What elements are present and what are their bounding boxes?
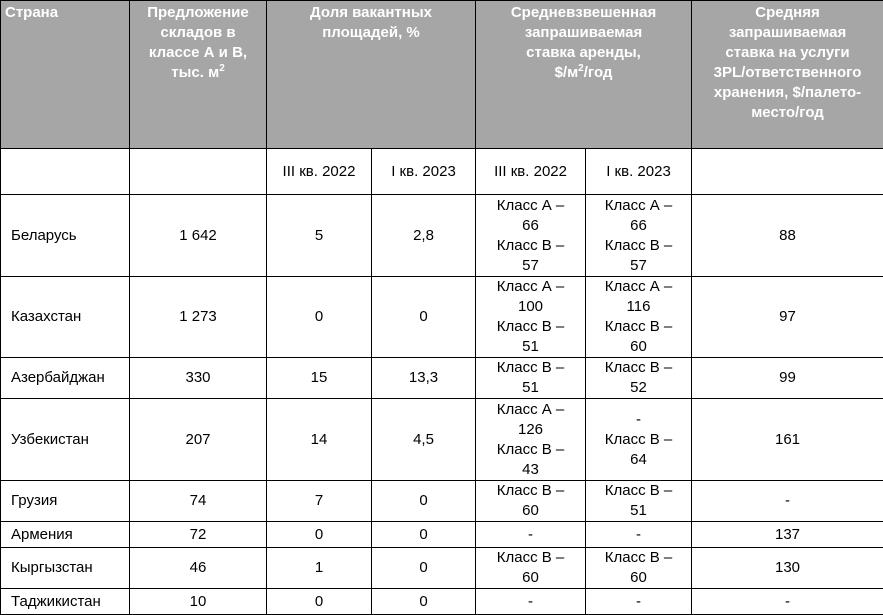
table-row xyxy=(1,481,883,522)
rent-line: 60 xyxy=(480,568,581,588)
rent-line: Класс А – xyxy=(480,196,581,216)
rent-line: Класс В – xyxy=(480,236,581,256)
cell-supply: 46 xyxy=(130,548,267,589)
cell-services: - xyxy=(692,481,883,522)
cell-services: 88 xyxy=(692,195,883,277)
cell-services: - xyxy=(692,589,883,615)
subheader-vacancy-q3-2022: III кв. 2022 xyxy=(267,149,372,195)
rent-line: 52 xyxy=(590,378,687,398)
cell-rent-q3-2022 xyxy=(476,195,586,277)
rent-line: Класс А – xyxy=(480,277,581,297)
cell-services: 137 xyxy=(692,522,883,548)
cell-supply: 72 xyxy=(130,522,267,548)
subheader-empty xyxy=(692,149,883,195)
rent-line: Класс В – xyxy=(480,358,581,378)
cell-country: Кыргызстан xyxy=(1,548,130,589)
rent-line: Класс В – xyxy=(590,481,687,501)
col-header-rent: Средневзвешенная запрашиваемая ставка аренды, $\$/м^2$/год xyxy=(476,1,692,149)
rent-line: - xyxy=(590,525,687,545)
rent-line: - xyxy=(480,525,581,545)
rent-line: 51 xyxy=(480,378,581,398)
cell-vacancy-q3-2022: 0 xyxy=(267,522,372,548)
col-header-services: Средняя запрашиваемая ставка на услуги 3PL/ответственного хранения, $/палето- место/год xyxy=(692,1,883,149)
cell-services: 130 xyxy=(692,548,883,589)
subheader-vacancy-q1-2023: I кв. 2023 xyxy=(372,149,476,195)
cell-vacancy-q3-2022: 7 xyxy=(267,481,372,522)
cell-vacancy-q3-2022: 1 xyxy=(267,548,372,589)
rent-line: 60 xyxy=(590,337,687,357)
rent-line: 60 xyxy=(480,501,581,521)
cell-vacancy-q3-2022: 0 xyxy=(267,589,372,615)
cell-rent-q3-2022 xyxy=(476,277,586,358)
col-header-vacancy: Доля вакантных площадей, % xyxy=(267,1,476,149)
cell-country: Таджикистан xyxy=(1,589,130,615)
rent-line: Класс В – xyxy=(590,430,687,450)
rent-line: 60 xyxy=(590,568,687,588)
table-row xyxy=(1,277,883,358)
subheader-rent-q1-2023: I кв. 2023 xyxy=(586,149,692,195)
rent-line: Класс А – xyxy=(480,400,581,420)
rent-line: - xyxy=(480,592,581,612)
rent-line: 116 xyxy=(590,297,687,317)
cell-rent-q1-2023 xyxy=(586,481,692,522)
table-row xyxy=(1,358,883,399)
header-row xyxy=(1,1,883,149)
rent-line: Класс В – xyxy=(590,317,687,337)
cell-vacancy-q1-2023: 0 xyxy=(372,481,476,522)
subheader-rent-q3-2022: III кв. 2022 xyxy=(476,149,586,195)
cell-vacancy-q3-2022: 14 xyxy=(267,399,372,481)
cell-rent-q3-2022 xyxy=(476,589,586,615)
cell-rent-q1-2023 xyxy=(586,589,692,615)
rent-line: Класс В – xyxy=(590,236,687,256)
table-row xyxy=(1,548,883,589)
subheader-row xyxy=(1,149,883,195)
table-row xyxy=(1,195,883,277)
cell-vacancy-q1-2023: 0 xyxy=(372,589,476,615)
cell-services: 97 xyxy=(692,277,883,358)
cell-rent-q3-2022 xyxy=(476,522,586,548)
cell-vacancy-q1-2023: 0 xyxy=(372,522,476,548)
col-header-country: Страна xyxy=(1,1,130,149)
rent-line: Класс В – xyxy=(590,358,687,378)
rent-line: Класс А – xyxy=(590,277,687,297)
rent-line: 43 xyxy=(480,460,581,480)
cell-services: 161 xyxy=(692,399,883,481)
cell-country: Казахстан xyxy=(1,277,130,358)
cell-vacancy-q1-2023: 0 xyxy=(372,277,476,358)
cell-supply: 207 xyxy=(130,399,267,481)
cell-country: Грузия xyxy=(1,481,130,522)
subheader-empty xyxy=(130,149,267,195)
cell-services: 99 xyxy=(692,358,883,399)
rent-line: Класс А – xyxy=(590,196,687,216)
cell-rent-q3-2022 xyxy=(476,481,586,522)
cell-country: Армения xyxy=(1,522,130,548)
cell-rent-q1-2023 xyxy=(586,399,692,481)
cell-rent-q3-2022 xyxy=(476,548,586,589)
cell-rent-q1-2023 xyxy=(586,277,692,358)
rent-line: 57 xyxy=(590,256,687,276)
cell-vacancy-q1-2023: 2,8 xyxy=(372,195,476,277)
rent-line: 66 xyxy=(590,216,687,236)
rent-line: Класс В – xyxy=(590,548,687,568)
cell-supply: 330 xyxy=(130,358,267,399)
cell-rent-q3-2022 xyxy=(476,358,586,399)
rent-line: Класс В – xyxy=(480,317,581,337)
col-header-supply: Предложение складов в классе А и В, тыс. $м^2$ xyxy=(130,1,267,149)
cell-rent-q3-2022 xyxy=(476,399,586,481)
cell-vacancy-q3-2022: 15 xyxy=(267,358,372,399)
cell-vacancy-q3-2022: 5 xyxy=(267,195,372,277)
cell-vacancy-q1-2023: 13,3 xyxy=(372,358,476,399)
cell-vacancy-q1-2023: 4,5 xyxy=(372,399,476,481)
rent-line: - xyxy=(590,410,687,430)
rent-line: 126 xyxy=(480,420,581,440)
cell-supply: 1 642 xyxy=(130,195,267,277)
rent-line: 51 xyxy=(480,337,581,357)
cell-rent-q1-2023 xyxy=(586,195,692,277)
table-row xyxy=(1,399,883,481)
cell-vacancy-q3-2022: 0 xyxy=(267,277,372,358)
rent-line: 51 xyxy=(590,501,687,521)
cell-supply: 74 xyxy=(130,481,267,522)
cell-rent-q1-2023 xyxy=(586,358,692,399)
table-row xyxy=(1,522,883,548)
rent-line: Класс В – xyxy=(480,548,581,568)
rent-line: - xyxy=(590,592,687,612)
table-body xyxy=(1,195,883,615)
cell-supply: 10 xyxy=(130,589,267,615)
cell-rent-q1-2023 xyxy=(586,522,692,548)
cell-country: Узбекистан xyxy=(1,399,130,481)
rent-line: 66 xyxy=(480,216,581,236)
rent-line: Класс В – xyxy=(480,481,581,501)
rent-line: Класс В – xyxy=(480,440,581,460)
subheader-empty xyxy=(1,149,130,195)
cell-vacancy-q1-2023: 0 xyxy=(372,548,476,589)
cell-supply: 1 273 xyxy=(130,277,267,358)
rent-line: 57 xyxy=(480,256,581,276)
table-row xyxy=(1,589,883,615)
rent-line: 100 xyxy=(480,297,581,317)
rent-line: 64 xyxy=(590,450,687,470)
cell-country: Беларусь xyxy=(1,195,130,277)
cell-country: Азербайджан xyxy=(1,358,130,399)
cell-rent-q1-2023 xyxy=(586,548,692,589)
